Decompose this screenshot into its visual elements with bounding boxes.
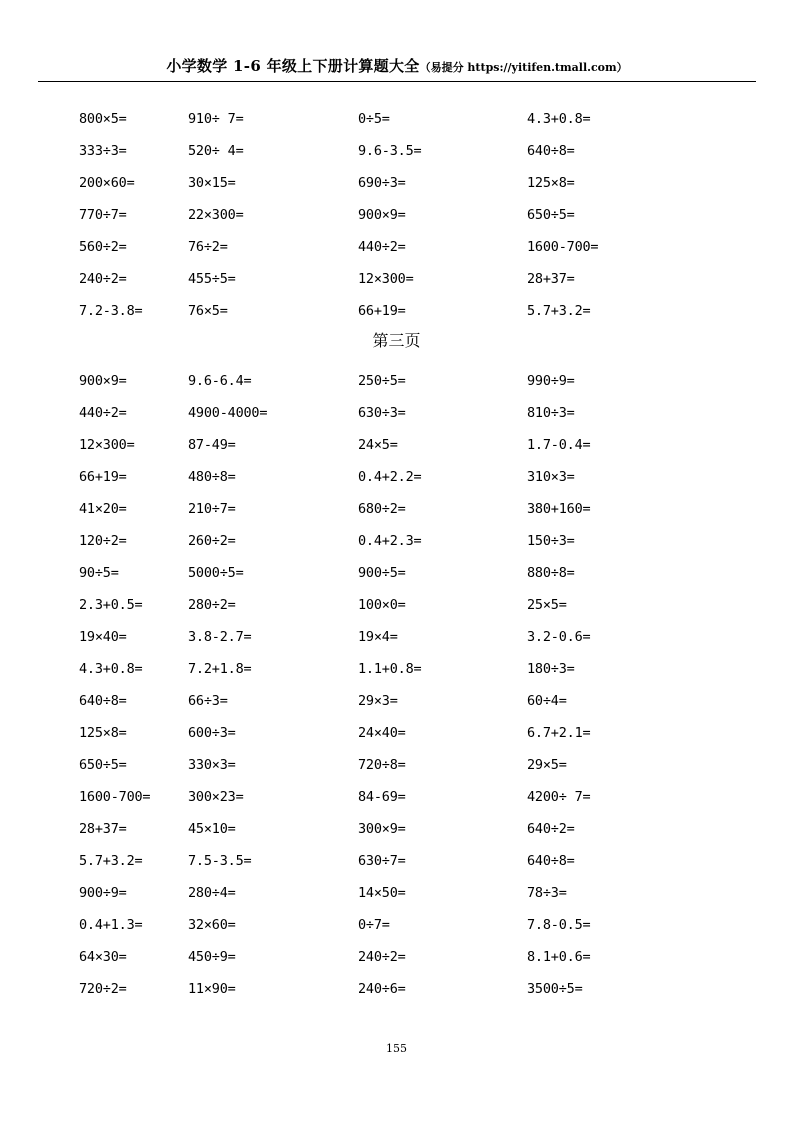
- math-problem: 19×4=: [358, 629, 398, 645]
- problem-row: [79, 589, 779, 621]
- math-problem: 90÷5=: [79, 565, 119, 581]
- problem-row: [79, 461, 779, 493]
- problem-row: [79, 557, 779, 589]
- math-problem: 440÷2=: [358, 239, 406, 255]
- math-problem: 200×60=: [79, 175, 135, 191]
- problem-row: [79, 941, 779, 973]
- problem-row: [79, 429, 779, 461]
- math-problem: 690÷3=: [358, 175, 406, 191]
- math-problem: 770÷7=: [79, 207, 127, 223]
- math-problem: 76×5=: [188, 303, 228, 319]
- math-problem: 250÷5=: [358, 373, 406, 389]
- math-problem: 0.4+1.3=: [79, 917, 143, 933]
- math-problem: 5000÷5=: [188, 565, 244, 581]
- problem-row: [79, 909, 779, 941]
- problem-row: [79, 781, 779, 813]
- math-problem: 310×3=: [527, 469, 575, 485]
- math-problem: 2.3+0.5=: [79, 597, 143, 613]
- problem-row: [79, 621, 779, 653]
- math-problem: 24×5=: [358, 437, 398, 453]
- math-problem: 6.7+2.1=: [527, 725, 591, 741]
- math-problem: 7.2+1.8=: [188, 661, 252, 677]
- math-problem: 66+19=: [358, 303, 406, 319]
- problem-row: [79, 813, 779, 845]
- math-problem: 12×300=: [358, 271, 414, 287]
- math-problem: 66+19=: [79, 469, 127, 485]
- math-problem: 640÷8=: [79, 693, 127, 709]
- problem-row: [79, 653, 779, 685]
- problem-row: [79, 231, 779, 263]
- math-problem: 5.7+3.2=: [527, 303, 591, 319]
- math-problem: 19×40=: [79, 629, 127, 645]
- math-problem: 4.3+0.8=: [527, 111, 591, 127]
- problem-row: [79, 525, 779, 557]
- math-problem: 29×3=: [358, 693, 398, 709]
- math-problem: 1600-700=: [79, 789, 151, 805]
- math-problem: 0÷7=: [358, 917, 390, 933]
- math-problem: 5.7+3.2=: [79, 853, 143, 869]
- math-problem: 28+37=: [527, 271, 575, 287]
- math-problem: 120÷2=: [79, 533, 127, 549]
- problem-row: [79, 199, 779, 231]
- math-problem: 14×50=: [358, 885, 406, 901]
- math-problem: 650÷5=: [527, 207, 575, 223]
- math-problem: 380+160=: [527, 501, 591, 517]
- math-problem: 0÷5=: [358, 111, 390, 127]
- math-problem: 900×9=: [79, 373, 127, 389]
- math-problem: 240÷2=: [79, 271, 127, 287]
- math-problem: 45×10=: [188, 821, 236, 837]
- math-problem: 4200÷ 7=: [527, 789, 591, 805]
- math-problem: 450÷9=: [188, 949, 236, 965]
- problem-grid-bottom: [79, 365, 779, 1005]
- math-problem: 480÷8=: [188, 469, 236, 485]
- math-problem: 125×8=: [79, 725, 127, 741]
- math-problem: 24×40=: [358, 725, 406, 741]
- problem-row: [79, 717, 779, 749]
- math-problem: 150÷3=: [527, 533, 575, 549]
- math-problem: 9.6-6.4=: [188, 373, 252, 389]
- math-problem: 630÷3=: [358, 405, 406, 421]
- math-problem: 900÷9=: [79, 885, 127, 901]
- math-problem: 240÷6=: [358, 981, 406, 997]
- math-problem: 7.8-0.5=: [527, 917, 591, 933]
- math-problem: 300×23=: [188, 789, 244, 805]
- problem-row: [79, 135, 779, 167]
- math-problem: 720÷2=: [79, 981, 127, 997]
- math-problem: 280÷2=: [188, 597, 236, 613]
- math-problem: 330×3=: [188, 757, 236, 773]
- math-problem: 8.1+0.6=: [527, 949, 591, 965]
- page-header: [38, 55, 756, 82]
- problem-row: [79, 295, 779, 327]
- header-note: （易提分 https://yitifen.tmall.com）: [419, 61, 628, 74]
- problem-row: [79, 685, 779, 717]
- math-problem: 3.2-0.6=: [527, 629, 591, 645]
- math-problem: 100×0=: [358, 597, 406, 613]
- math-problem: 25×5=: [527, 597, 567, 613]
- math-problem: 7.5-3.5=: [188, 853, 252, 869]
- problem-row: [79, 365, 779, 397]
- math-problem: 0.4+2.2=: [358, 469, 422, 485]
- math-problem: 455÷5=: [188, 271, 236, 287]
- math-problem: 30×15=: [188, 175, 236, 191]
- math-problem: 1600-700=: [527, 239, 599, 255]
- math-problem: 0.4+2.3=: [358, 533, 422, 549]
- math-problem: 7.2-3.8=: [79, 303, 143, 319]
- math-problem: 180÷3=: [527, 661, 575, 677]
- math-problem: 560÷2=: [79, 239, 127, 255]
- math-problem: 333÷3=: [79, 143, 127, 159]
- math-problem: 900÷5=: [358, 565, 406, 581]
- math-problem: 210÷7=: [188, 501, 236, 517]
- math-problem: 300×9=: [358, 821, 406, 837]
- problem-row: [79, 397, 779, 429]
- math-problem: 1.1+0.8=: [358, 661, 422, 677]
- math-problem: 640÷2=: [527, 821, 575, 837]
- math-problem: 60÷4=: [527, 693, 567, 709]
- math-problem: 3500÷5=: [527, 981, 583, 997]
- math-problem: 22×300=: [188, 207, 244, 223]
- math-problem: 29×5=: [527, 757, 567, 773]
- math-problem: 9.6-3.5=: [358, 143, 422, 159]
- math-problem: 280÷4=: [188, 885, 236, 901]
- math-problem: 900×9=: [358, 207, 406, 223]
- math-problem: 800×5=: [79, 111, 127, 127]
- math-problem: 650÷5=: [79, 757, 127, 773]
- math-problem: 87-49=: [188, 437, 236, 453]
- section-title: 第三页: [372, 331, 421, 350]
- problem-grid-top: [79, 103, 779, 327]
- math-problem: 28+37=: [79, 821, 127, 837]
- problem-row: [79, 845, 779, 877]
- math-problem: 41×20=: [79, 501, 127, 517]
- problem-row: [79, 877, 779, 909]
- math-problem: 84-69=: [358, 789, 406, 805]
- math-problem: 630÷7=: [358, 853, 406, 869]
- math-problem: 11×90=: [188, 981, 236, 997]
- page-number: 155: [386, 1042, 407, 1055]
- math-problem: 640÷8=: [527, 853, 575, 869]
- math-problem: 240÷2=: [358, 949, 406, 965]
- math-problem: 3.8-2.7=: [188, 629, 252, 645]
- problem-row: [79, 973, 779, 1005]
- math-problem: 600÷3=: [188, 725, 236, 741]
- math-problem: 64×30=: [79, 949, 127, 965]
- math-problem: 4900-4000=: [188, 405, 268, 421]
- math-problem: 76÷2=: [188, 239, 228, 255]
- math-problem: 1.7-0.4=: [527, 437, 591, 453]
- problem-row: [79, 103, 779, 135]
- problem-row: [79, 493, 779, 525]
- math-problem: 640÷8=: [527, 143, 575, 159]
- header-title: 小学数学 1-6 年级上下册计算题大全: [166, 57, 420, 75]
- math-problem: 880÷8=: [527, 565, 575, 581]
- math-problem: 66÷3=: [188, 693, 228, 709]
- math-problem: 810÷3=: [527, 405, 575, 421]
- problem-row: [79, 749, 779, 781]
- problem-row: [79, 263, 779, 295]
- math-problem: 990÷9=: [527, 373, 575, 389]
- math-problem: 910÷ 7=: [188, 111, 244, 127]
- math-problem: 12×300=: [79, 437, 135, 453]
- math-problem: 125×8=: [527, 175, 575, 191]
- math-problem: 4.3+0.8=: [79, 661, 143, 677]
- math-problem: 520÷ 4=: [188, 143, 244, 159]
- problem-row: [79, 167, 779, 199]
- math-problem: 32×60=: [188, 917, 236, 933]
- math-problem: 720÷8=: [358, 757, 406, 773]
- math-problem: 440÷2=: [79, 405, 127, 421]
- math-problem: 260÷2=: [188, 533, 236, 549]
- math-problem: 78÷3=: [527, 885, 567, 901]
- math-problem: 680÷2=: [358, 501, 406, 517]
